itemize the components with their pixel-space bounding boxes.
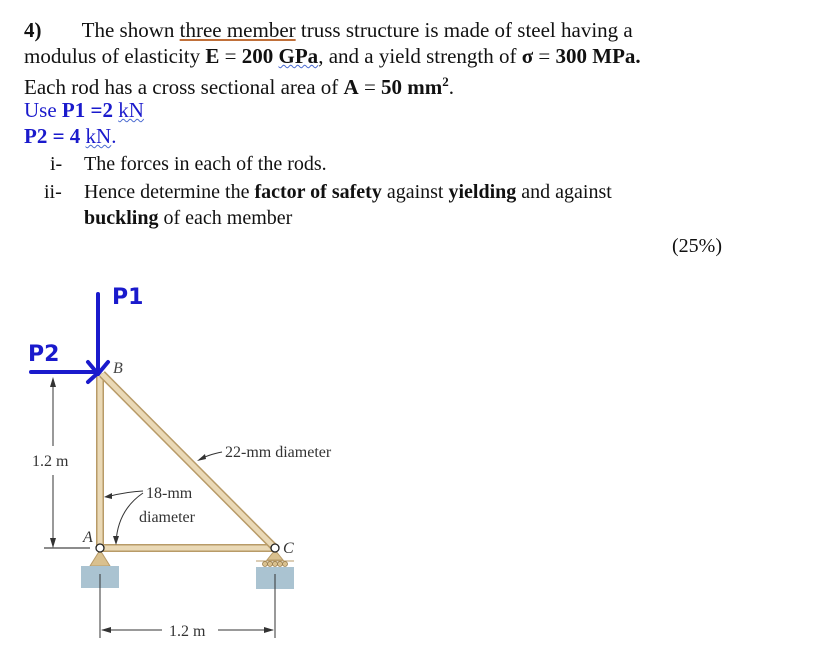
pin-c	[271, 544, 279, 552]
support-a	[81, 550, 119, 638]
joint-a-label: A	[83, 529, 93, 546]
task-i: i- The forces in each of the rods.	[50, 153, 327, 175]
p2-force-label: P2	[28, 342, 60, 367]
svg-text:22-mm diameter: 22-mm diameter	[225, 444, 332, 461]
problem-line-1: 4) The shown three member truss structure is made of steel having a	[24, 18, 633, 42]
problem-line-2: modulus of elasticity E = 200 GPa, and a yield strength of σ = 300 MPa.	[24, 44, 641, 68]
height-label: 1.2 m	[32, 453, 69, 470]
p2-label: P2	[24, 124, 48, 148]
p1-force-label: P1	[112, 285, 144, 310]
load-p1-line: Use P1 =2 kN	[24, 98, 144, 122]
load-p2-line: P2 = 4 kN.	[24, 124, 117, 148]
p1-label: P1	[61, 98, 86, 122]
problem-line-3: Each rod has a cross sectional area of A = 50 $mm^2$.	[24, 74, 455, 99]
p2-unit: kN	[85, 124, 112, 148]
underlined-phrase: three member	[179, 18, 296, 42]
joint-b-label: B	[113, 360, 123, 377]
support-c-roller	[256, 550, 294, 638]
modulus-value: 200	[241, 44, 279, 68]
p1-unit: kN	[118, 98, 144, 122]
span-label: 1.2 m	[169, 623, 206, 640]
height-dimension	[32, 377, 90, 548]
task-marker: ii-	[44, 181, 62, 203]
modulus-label: E	[205, 44, 220, 68]
members-annotation	[104, 485, 196, 545]
span-dimension	[101, 623, 274, 640]
problem-number: 4)	[24, 18, 42, 42]
pin-a	[96, 544, 104, 552]
task-ii: ii- Hence determine the factor of safety against yielding and against	[44, 181, 612, 203]
task-ii-continued: buckling of each member	[84, 207, 293, 229]
joint-c-label: C	[283, 540, 294, 557]
yield-label: σ	[521, 44, 534, 68]
svg-text:diameter: diameter	[139, 509, 195, 526]
diagonal-annotation	[197, 444, 332, 461]
area-value: 50 mm	[381, 75, 443, 99]
modulus-unit: GPa	[278, 44, 319, 68]
yield-value: 300 MPa.	[555, 44, 641, 68]
area-label: A	[343, 75, 359, 99]
task-marker: i-	[50, 153, 63, 175]
truss-diagram	[0, 270, 400, 671]
svg-text:18-mm: 18-mm	[146, 485, 193, 502]
question-weight: (25%)	[672, 235, 722, 257]
